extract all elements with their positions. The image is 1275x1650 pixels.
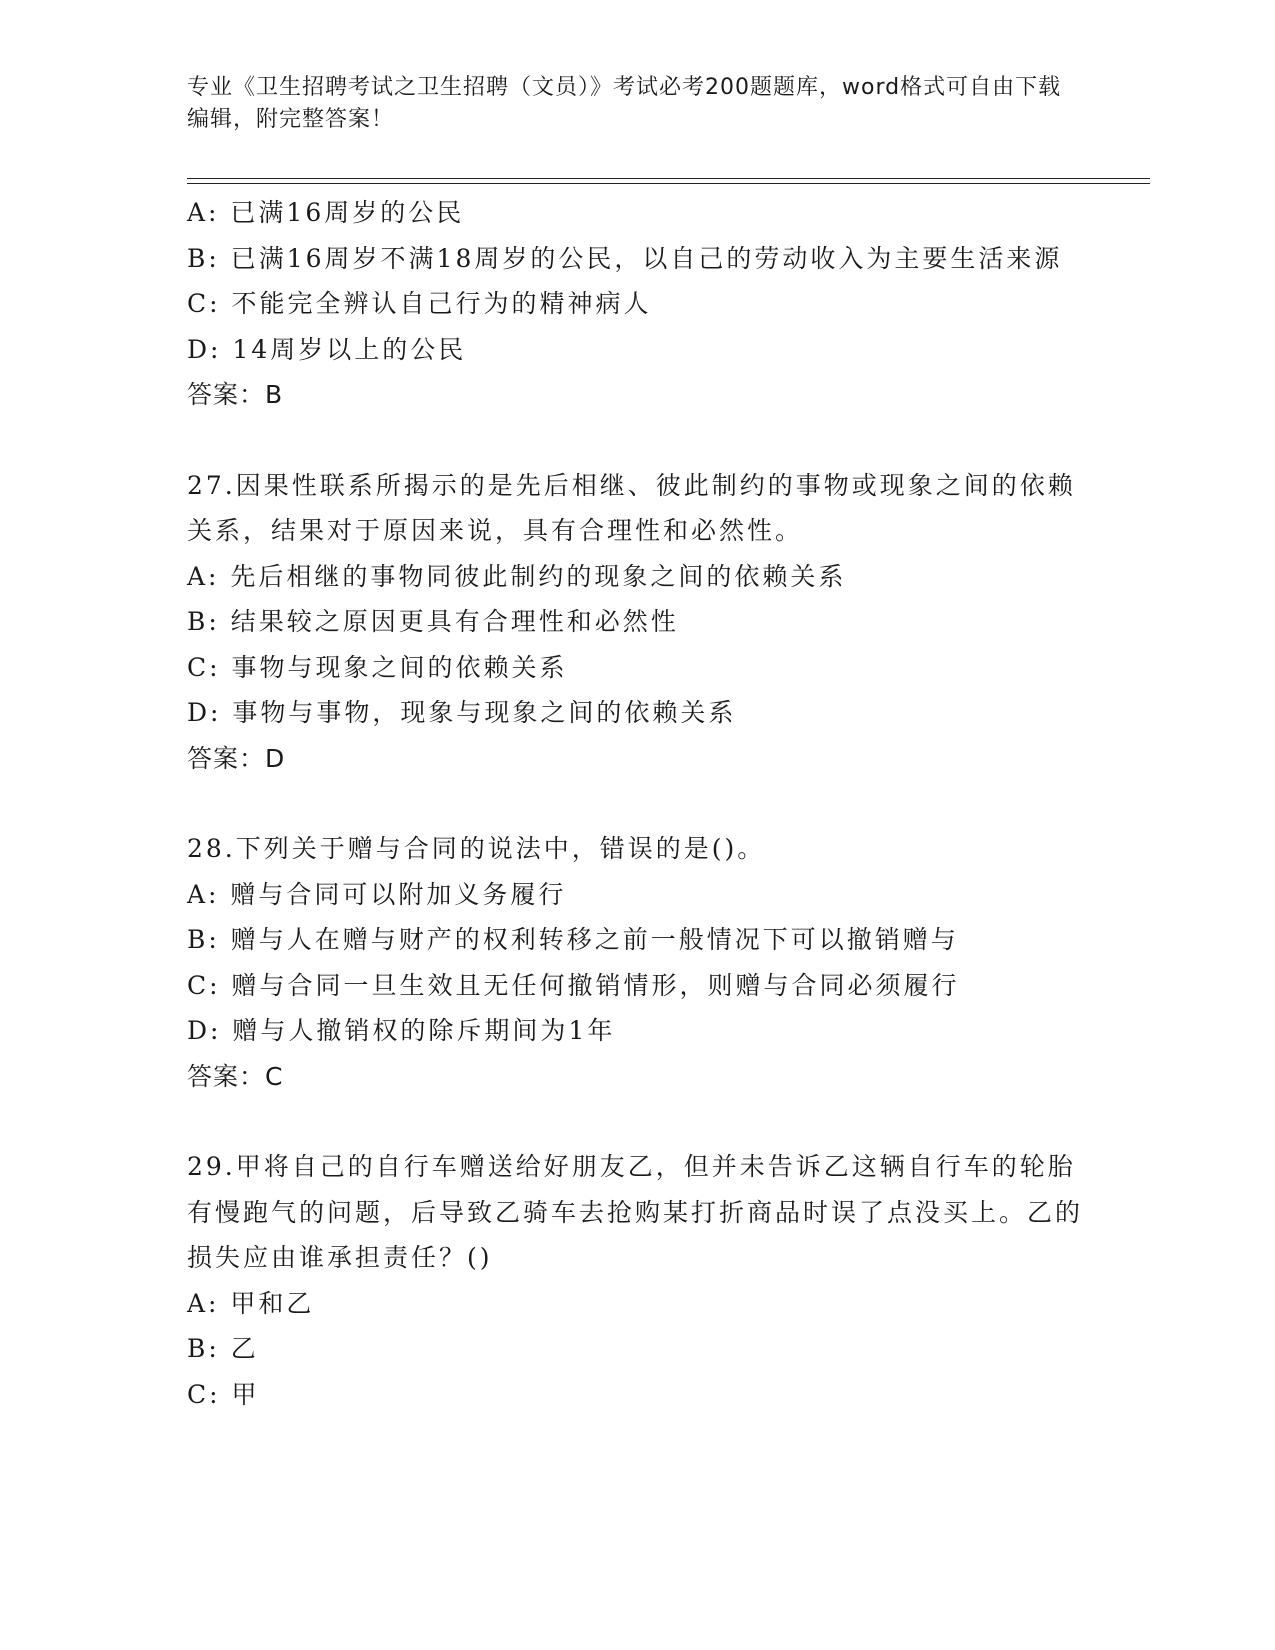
header-divider-bottom: [187, 183, 1150, 184]
option-c: C: 甲: [187, 1379, 260, 1409]
option-c: C: 事物与现象之间的依赖关系: [187, 652, 568, 682]
question-29-block: [187, 1144, 1087, 1417]
question-stem: 29.甲将自己的自行车赠送给好朋友乙，但并未告诉乙这辆自行车的轮胎有慢跑气的问题，后导致乙骑车去抢购某打折商品时误了点没买上。乙的损失应由谁承担责任？(): [187, 1152, 1084, 1272]
option-a: A: 先后相继的事物同彼此制约的现象之间的依赖关系: [187, 561, 847, 591]
answer: 答案：D: [187, 743, 286, 773]
option-b: B: 已满16周岁不满18周岁的公民，以自己的劳动收入为主要生活来源: [187, 243, 1063, 273]
question-content: [187, 190, 1087, 1417]
option-c: C: 赠与合同一旦生效且无任何撤销情形，则赠与合同必须履行: [187, 970, 960, 1000]
option-a: A: 赠与合同可以附加义务履行: [187, 879, 567, 909]
question-stem: 27.因果性联系所揭示的是先后相继、彼此制约的事物或现象之间的依赖关系，结果对于原因来说，具有合理性和必然性。: [187, 470, 1076, 545]
option-d: D: 赠与人撤销权的除斥期间为1年: [187, 1016, 616, 1045]
question-27-block: [187, 463, 1087, 782]
option-d: D: 事物与事物，现象与现象之间的依赖关系: [187, 698, 737, 727]
option-a: A: 甲和乙: [187, 1288, 315, 1318]
option-d: D: 14周岁以上的公民: [187, 334, 467, 364]
option-b: B: 乙: [187, 1334, 259, 1363]
option-a: A: 已满16周岁的公民: [187, 198, 465, 227]
document-header: 专业《卫生招聘考试之卫生招聘（文员）》考试必考200题题库，word格式可自由下载编辑，附完整答案！: [187, 75, 1062, 132]
header-divider-top: [187, 178, 1150, 179]
question-stem: 28.下列关于赠与合同的说法中，错误的是()。: [187, 834, 766, 863]
option-c: C: 不能完全辨认自己行为的精神病人: [187, 289, 652, 318]
answer: 答案：C: [187, 1061, 284, 1091]
option-b: B: 赠与人在赠与财产的权利转移之前一般情况下可以撤销赠与: [187, 925, 959, 954]
answer: 答案：B: [187, 380, 284, 409]
question-28-block: [187, 826, 1087, 1099]
option-b: B: 结果较之原因更具有合理性和必然性: [187, 607, 679, 636]
question-26-block: [187, 190, 1087, 418]
